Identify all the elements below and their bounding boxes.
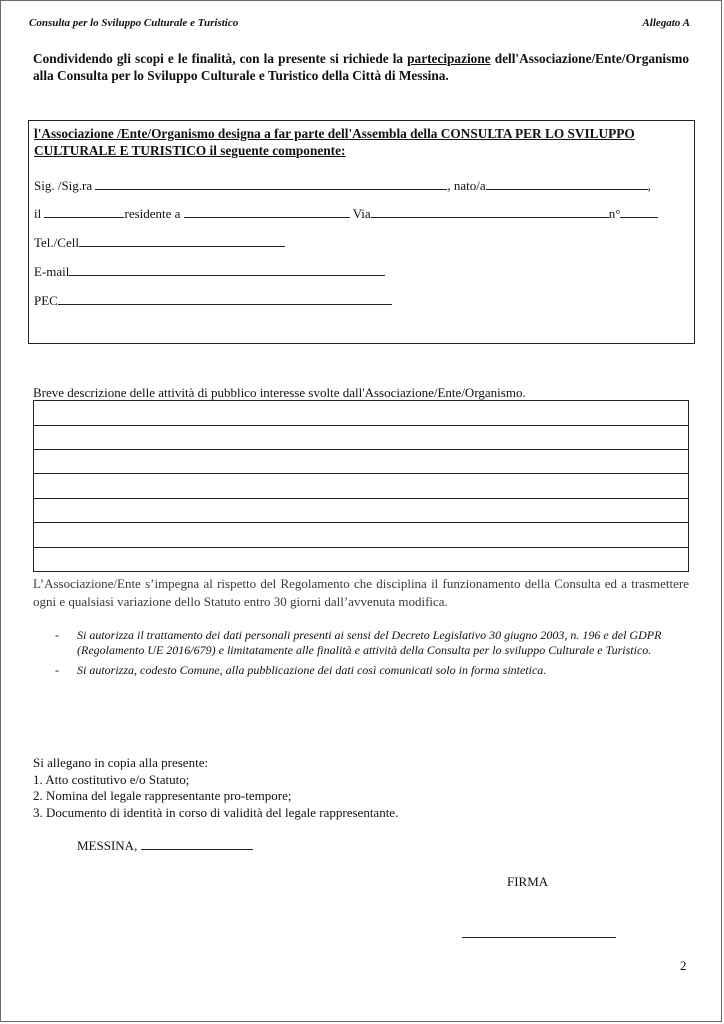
signature-line[interactable] [462,937,616,938]
description-row-line [34,498,688,499]
attachments-section [33,755,398,821]
description-row-line [34,473,688,474]
attachment-item: 3. Documento di identità in corso di validità del legale rappresentante. [33,804,399,820]
pec-row [34,293,392,309]
il-label: il [34,206,42,221]
description-row-line [34,449,688,450]
bullet-dash: - [55,663,59,677]
number-label: n° [608,206,621,221]
authorization-item [55,628,695,658]
description-row-line [34,522,688,523]
attachment-item: 1. Atto costitutivo e/o Statuto; [33,771,190,787]
authorization-text: Si autorizza, codesto Comune, alla pubblicazione dei dati così comunicati solo in forma sintetica. [77,663,547,677]
place-date-row [77,838,253,854]
name-row [34,178,651,194]
residence-field[interactable] [184,206,350,218]
tel-row [34,235,285,251]
street-number-field[interactable] [620,206,658,218]
intro-paragraph [33,50,689,84]
signature-label: FIRMA [507,874,549,889]
designation-title: l'Associazione /Ente/Organismo designa a far parte dell'Assembla della CONSULTA PER LO SVILUPPO CULTURALE E TURISTICO il seguente componente: [34,126,635,158]
comma: , [647,178,651,193]
birthplace-field[interactable] [486,178,648,190]
bullet-dash: - [55,628,59,642]
birthdate-field[interactable] [44,206,124,218]
email-field[interactable] [69,264,385,276]
commitment-text: L’Associazione/Ente s’impegna al rispetto del Regolamento che disciplina il funzionamento della Consulta ed a trasmettere ogni e qualsiasi variazione dello Statuto entro 30 giorni dall’avvenuta modifica. [33,576,689,609]
description-label: Breve descrizione delle attività di pubblico interesse svolte dall'Associazione/Ente/Organismo. [33,385,526,400]
tel-field[interactable] [79,235,285,247]
nato-label: , nato/a [447,178,486,193]
attachment-item: 2. Nomina del legale rappresentante pro-tempore; [33,788,292,803]
attachments-intro: Si allegano in copia alla presente: [33,755,209,770]
email-label: E-mail [34,264,70,279]
header-attachment-label: Allegato A [642,17,690,29]
page-number: 2 [680,958,687,973]
date-field[interactable] [141,838,253,850]
street-field[interactable] [371,206,609,218]
via-label: Via [352,206,371,221]
pec-field[interactable] [58,293,392,305]
address-row [34,206,658,222]
tel-label: Tel./Cell [34,235,79,250]
description-table[interactable] [33,400,689,572]
header-title: Consulta per lo Sviluppo Culturale e Turistico [29,17,239,29]
pec-label: PEC [34,293,58,308]
authorization-list [55,628,695,683]
description-row-line [34,425,688,426]
sig-label: Sig. /Sig.ra [34,178,93,193]
intro-text-2: dell'Associazione/Ente/Organismo alla Consulta per lo Sviluppo Culturale e Turistico della Città di Messina. [33,51,689,83]
residente-label: residente a [124,206,181,221]
description-row-line [34,547,688,548]
designation-box [28,120,695,344]
name-field[interactable] [95,178,447,190]
intro-text-1: Condividendo gli scopi e le finalità, con la presente si richiede la [33,51,408,66]
email-row [34,264,385,280]
place-label: MESSINA, [77,838,138,853]
authorization-text: Si autorizza il trattamento dei dati personali presenti ai sensi del Decreto Legislativo 30 giugno 2003, n. 196 e del GDPR (Regolamento UE 2016/679) e limitatamente alle finalità e attività della Consulta per lo sviluppo Culturale e Turistico. [77,628,662,657]
authorization-item [55,663,695,678]
intro-underlined-word: partecipazione [407,51,491,66]
